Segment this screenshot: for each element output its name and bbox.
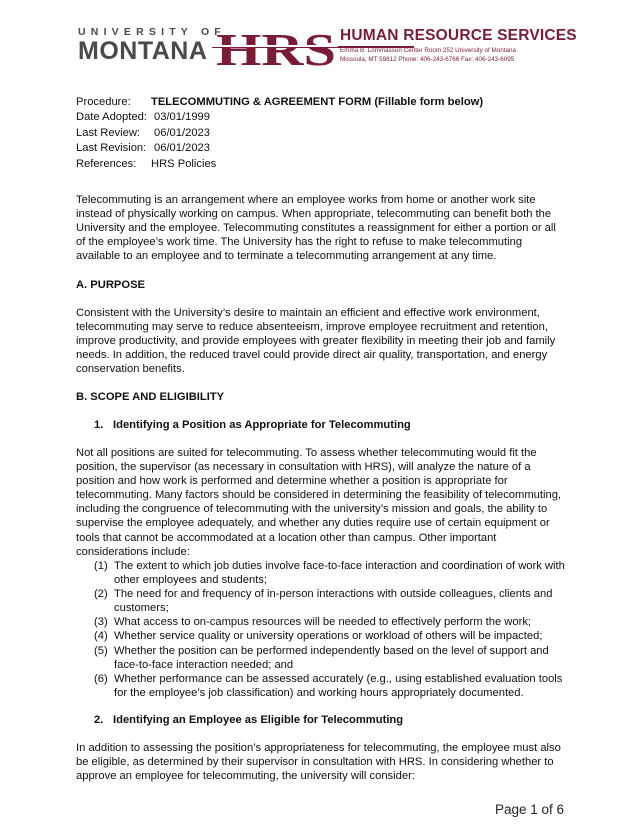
university-of-text: UNIVERSITY OF: [78, 26, 226, 38]
list-item: [76, 587, 568, 615]
meta-value: TELECOMMUTING & AGREEMENT FORM (Fillable form below): [151, 96, 484, 108]
department-address: [340, 46, 516, 64]
meta-value: HRS Policies: [151, 157, 217, 170]
section-b-heading: B. SCOPE AND ELIGIBILITY: [76, 391, 225, 403]
meta-value: 06/01/2023: [154, 142, 210, 155]
list-number: (4): [94, 630, 108, 643]
meta-label: Procedure:: [76, 96, 131, 108]
list-text: The extent to which job duties involve face-to-face interaction and coordination of work with other employees and students;: [114, 560, 565, 587]
list-item: [76, 559, 568, 587]
list-item: [76, 615, 568, 629]
subsection-2-heading: [76, 713, 568, 727]
list-number: (2): [94, 588, 108, 601]
list-item: [76, 644, 568, 672]
list-text: Whether service quality or university operations or workload of others will be impacted;: [114, 630, 543, 643]
list-number: (1): [94, 560, 108, 572]
considerations-list: [76, 559, 568, 700]
meta-value: 06/01/2023: [154, 126, 210, 139]
list-item: [76, 672, 568, 700]
department-title: HUMAN RESOURCE SERVICES: [340, 27, 577, 44]
procedure-metadata: [76, 95, 483, 172]
list-text: What access to on-campus resources will be needed to effectively perform the work;: [114, 616, 532, 629]
meta-row-last-revision: [76, 141, 483, 156]
meta-row-procedure: [76, 95, 483, 110]
meta-row-references: [76, 157, 483, 172]
svg-text:HRS: HRS: [216, 26, 336, 68]
montana-wordmark: MONTANA: [78, 37, 208, 65]
list-text: Whether performance can be assessed accurately (e.g., using established evaluation tools for the employee’s job classification) and working hours appropriately documented.: [114, 672, 563, 699]
section-a-paragraph: Consistent with the University’s desire to maintain an efficient and effective work environment, telecommuting may serve to reduce absenteeism, improve employee recruitment and retention, improve productivity, and provide employees with greater flexibility in meeting their job and family needs. In addition, the reduced travel could provide direct air quality, transportation, and energy conservation benefits.: [76, 307, 556, 376]
address-line-1: Emma B. Lommasson Center Room 252 University of Montana: [340, 47, 517, 54]
section-a-heading: A. PURPOSE: [76, 279, 146, 291]
intro-paragraph: Telecommuting is an arrangement where an employee works from home or another work site instead of physically working on campus. When appropriate, telecommuting can benefit both the University and the employee. Telecommuting constitutes a reassignment for either a portion or all of the employee’s work time. The University has the right to refuse to make telecommuting available to an employee and to terminate a telecommuting arrangement at any time.: [76, 194, 556, 263]
subsection-number: 2.: [94, 714, 104, 726]
address-line-2: Missoula, MT 59812 Phone: 406-243-6766 Fax: 406-243-6095: [340, 56, 515, 63]
subsection-1-heading: [76, 418, 568, 432]
list-item: [76, 629, 568, 643]
list-number: (3): [94, 616, 108, 629]
list-number: (5): [94, 644, 108, 657]
subsection-number: 1.: [94, 419, 104, 431]
meta-row-date-adopted: [76, 110, 483, 125]
list-text: The need for and frequency of in-person interactions with outside colleagues, clients and customers;: [114, 588, 553, 615]
meta-label: References:: [76, 157, 137, 170]
meta-label: Date Adopted:: [76, 111, 147, 124]
list-number: (6): [94, 672, 108, 685]
meta-row-last-review: [76, 126, 483, 141]
meta-value: 03/01/1999: [154, 111, 210, 124]
subsection-title: Identifying a Position as Appropriate for Telecommuting: [113, 419, 411, 431]
list-text: Whether the position can be performed independently based on the level of support and face-to-face interaction needed; and: [114, 644, 549, 671]
subsection-1-paragraph: Not all positions are suited for telecommuting. To assess whether telecommuting would fit the position, the supervisor (as necessary in consultation with HRS), will analyze the nature of a position and how work is performed and determine whether a position is appropriate for telecommuting. Many factors should be considered in determining the feasibility of telecommuting, including the congruence of telecommuting with the university’s mission and goals, the ability to supervise the employee adequately, and whether any duties require use of certain equipment or tools that cannot be accommodated at a location other than campus. Other important considerations include:: [76, 447, 562, 558]
meta-label: Last Revision:: [76, 142, 147, 155]
page-number: Page 1 of 6: [494, 802, 564, 817]
meta-label: Last Review:: [76, 126, 141, 139]
subsection-2-paragraph: In addition to assessing the position’s appropriateness for telecommuting, the employee must also be eligible, as determined by their supervisor in consultation with HRS. In considering whether to approve an employee for telecommuting, the university will consider:: [76, 742, 561, 783]
subsection-title: Identifying an Employee as Eligible for Telecommuting: [113, 714, 404, 726]
letterhead: [78, 26, 577, 68]
